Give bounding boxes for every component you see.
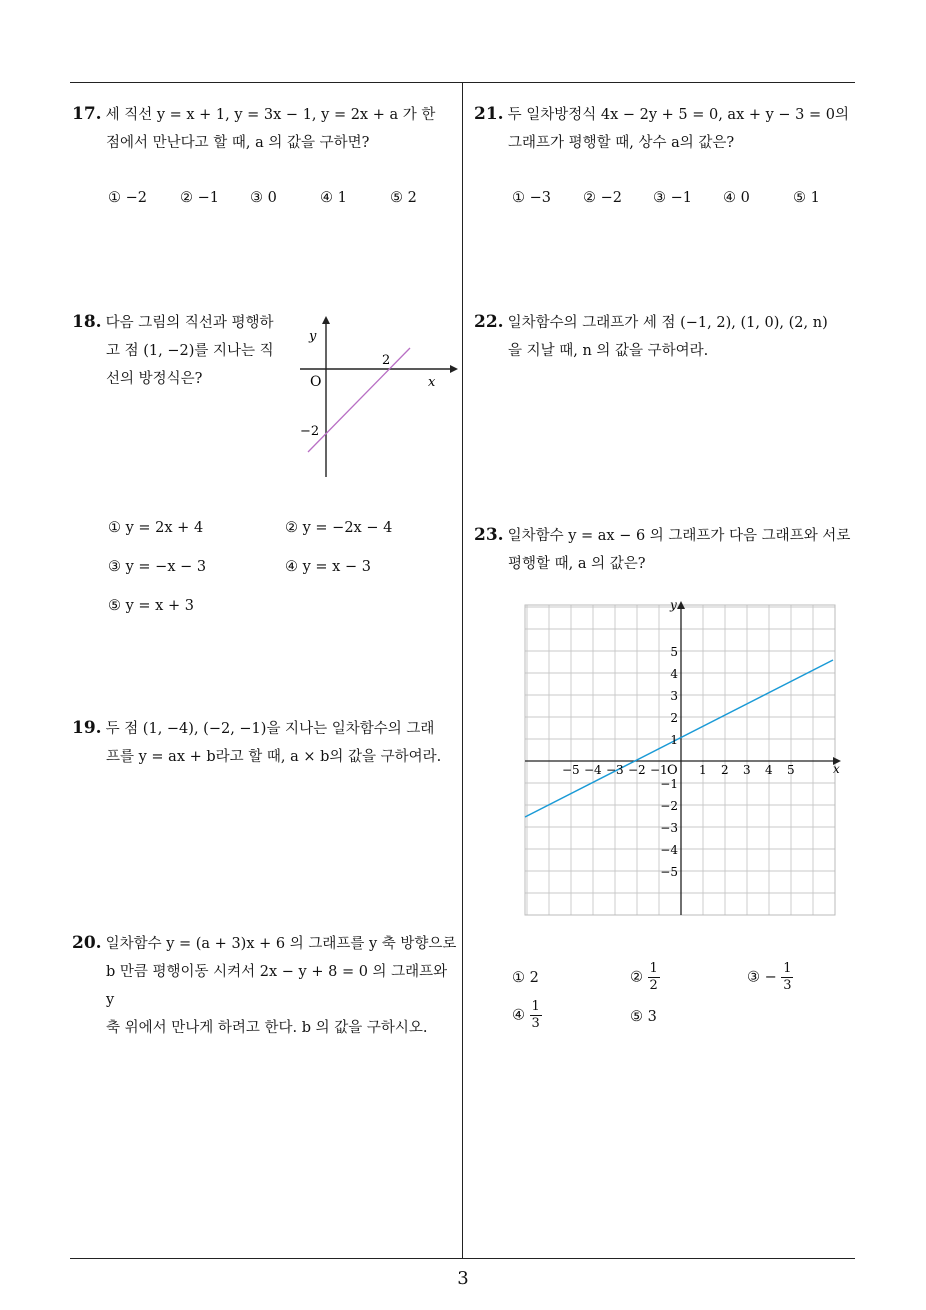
question-20: [72, 929, 457, 1042]
question-21: [474, 100, 859, 157]
y-tick-label: −4: [660, 843, 678, 857]
y-tick-label: −3: [660, 821, 678, 835]
question-number: 19.: [72, 718, 102, 738]
question-text: 두 점 (1, −4), (−2, −1)을 지나는 일차함수의 그래: [105, 721, 435, 737]
denominator: 2: [649, 978, 658, 993]
y-tick-label: 2: [670, 711, 678, 725]
q18-option-1[interactable]: ① y = 2x + 4: [108, 520, 204, 536]
option-marker: ③ −: [747, 969, 777, 986]
question-text: 일차함수의 그래프가 세 점 (−1, 2), (1, 0), (2, n): [507, 315, 828, 331]
question-number: 17.: [72, 104, 102, 124]
question-text: 고 점 (1, −2)를 지나는 직: [106, 343, 274, 359]
q17-option-1[interactable]: ① −2: [108, 190, 147, 206]
question-text: 다음 그림의 직선과 평행하: [105, 315, 274, 331]
q17-option-3[interactable]: ③ 0: [250, 190, 277, 206]
option-marker: ②: [630, 969, 643, 986]
option-marker: ④: [512, 1007, 525, 1024]
x-axis-label: x: [428, 375, 436, 390]
q17-option-2[interactable]: ② −1: [180, 190, 219, 206]
y-tick-label: −2: [660, 799, 678, 813]
y-tick-label: 3: [670, 689, 678, 703]
question-text: 점에서 만난다고 할 때, a 의 값을 구하면?: [106, 135, 370, 151]
q21-option-1[interactable]: ① −3: [512, 190, 551, 206]
q18-option-4[interactable]: ④ y = x − 3: [285, 559, 371, 575]
q23-option-5[interactable]: ⑤ 3: [630, 1009, 657, 1025]
fraction: [530, 1000, 542, 1031]
q18-graph: [295, 312, 460, 482]
question-text: 프를 y = ax + b라고 할 때, a × b의 값을 구하여라.: [106, 749, 442, 765]
grid: [525, 605, 835, 915]
x-tick-label: 3: [743, 763, 751, 777]
bottom-rule: [70, 1258, 855, 1259]
question-text: 세 직선 y = x + 1, y = 3x − 1, y = 2x + a 가 한: [105, 107, 436, 123]
question-number: 20.: [72, 933, 102, 953]
x-tick-label: −2: [628, 763, 646, 777]
question-text: 일차함수 y = (a + 3)x + 6 의 그래프를 y 축 방향으로: [105, 936, 457, 952]
fraction: [781, 962, 793, 993]
q23-graph: [515, 595, 850, 920]
y-intercept-label: −2: [300, 424, 320, 439]
q21-option-4[interactable]: ④ 0: [723, 190, 750, 206]
q17-option-4[interactable]: ④ 1: [320, 190, 347, 206]
question-text: 두 일차방정식 4x − 2y + 5 = 0, ax + y − 3 = 0의: [507, 107, 850, 123]
question-text: 축 위에서 만나게 하려고 한다. b 의 값을 구하시오.: [106, 1020, 428, 1036]
y-axis-label: y: [309, 329, 317, 344]
q21-option-2[interactable]: ② −2: [583, 190, 622, 206]
question-text: 그래프가 평행할 때, 상수 a의 값은?: [508, 135, 735, 151]
y-tick-labels: [660, 645, 678, 879]
x-tick-label: −4: [584, 763, 602, 777]
x-tick-labels: [562, 763, 795, 777]
y-tick-label: −1: [660, 777, 678, 791]
x-tick-label: −5: [562, 763, 580, 777]
column-divider: [462, 83, 463, 1258]
x-tick-label: 5: [787, 763, 795, 777]
x-tick-label: 4: [765, 763, 773, 777]
q21-option-5[interactable]: ⑤ 1: [793, 190, 820, 206]
origin-label: O: [310, 374, 322, 390]
denominator: 3: [531, 1016, 540, 1031]
x-tick-label: 2: [721, 763, 729, 777]
question-number: 22.: [474, 312, 504, 332]
question-17: [72, 100, 457, 157]
x-tick-label: −3: [606, 763, 624, 777]
graph-line: [308, 348, 410, 452]
denominator: 3: [783, 978, 792, 993]
question-text: 평행할 때, a 의 값은?: [508, 556, 646, 572]
y-tick-label: −5: [660, 865, 678, 879]
q21-option-3[interactable]: ③ −1: [653, 190, 692, 206]
q17-option-5[interactable]: ⑤ 2: [390, 190, 417, 206]
x-tick-label: 1: [699, 763, 707, 777]
page-number: 3: [457, 1268, 469, 1289]
x-tick-label: −1: [650, 763, 668, 777]
question-text: b 만큼 평행이동 시켜서 2x − y + 8 = 0 의 그래프와 y: [106, 964, 448, 1008]
y-tick-label: 1: [670, 733, 678, 747]
x-axis-label: x: [833, 762, 840, 776]
question-19: [72, 714, 457, 771]
q18-option-2[interactable]: ② y = −2x − 4: [285, 520, 393, 536]
question-number: 23.: [474, 525, 504, 545]
origin-label: O: [667, 763, 678, 778]
x-axis-arrow: [450, 365, 458, 373]
question-18: [72, 308, 292, 393]
y-tick-label: 5: [670, 645, 678, 659]
q18-option-5[interactable]: ⑤ y = x + 3: [108, 598, 194, 614]
numerator: 1: [783, 961, 792, 976]
y-tick-label: 4: [670, 667, 678, 681]
q23-option-3[interactable]: [747, 962, 793, 993]
y-axis-arrow: [322, 316, 330, 324]
x-intercept-label: 2: [382, 353, 391, 368]
question-22: [474, 308, 859, 365]
question-23: [474, 521, 859, 578]
fraction: [648, 962, 660, 993]
question-text: 선의 방정식은?: [106, 371, 203, 387]
question-number: 21.: [474, 104, 504, 124]
q18-option-3[interactable]: ③ y = −x − 3: [108, 559, 207, 575]
grid-frame: [525, 605, 835, 915]
y-axis-label: y: [670, 598, 677, 612]
q23-option-2[interactable]: [630, 962, 660, 993]
question-text: 일차함수 y = ax − 6 의 그래프가 다음 그래프와 서로: [507, 528, 851, 544]
q23-option-4[interactable]: [512, 1000, 542, 1031]
question-text: 을 지날 때, n 의 값을 구하여라.: [508, 343, 709, 359]
question-number: 18.: [72, 312, 102, 332]
numerator: 1: [649, 961, 658, 976]
q23-option-1[interactable]: ① 2: [512, 970, 539, 986]
numerator: 1: [531, 999, 540, 1014]
